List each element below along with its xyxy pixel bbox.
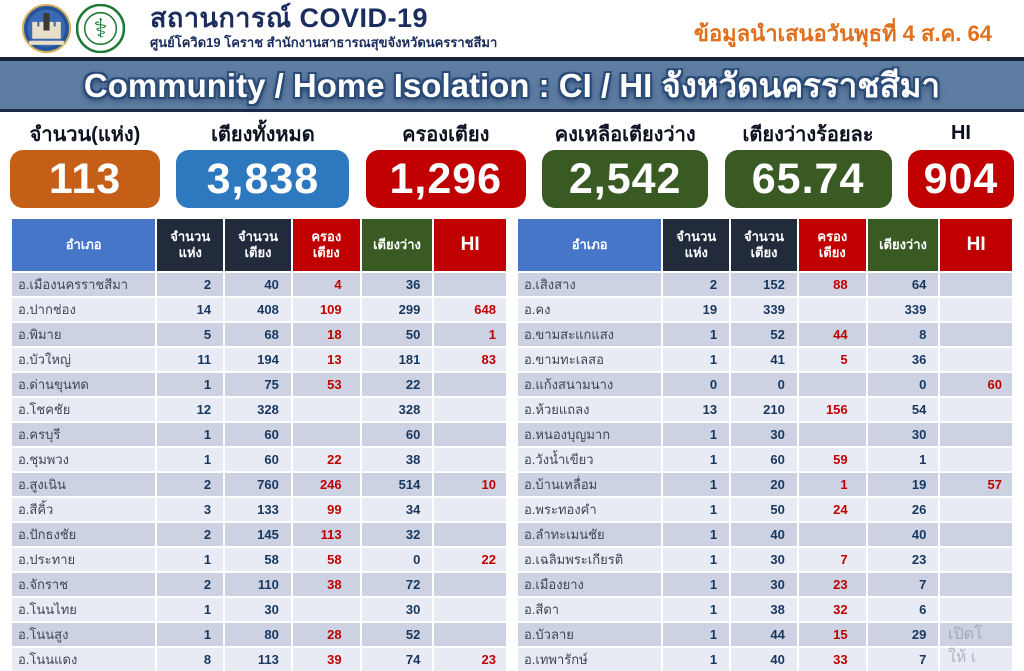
district-cell: อ.ประทาย [12, 548, 155, 571]
section-banner [0, 57, 1024, 112]
value-cell: 22 [293, 448, 360, 471]
value-cell: 113 [293, 523, 360, 546]
provincial-seal-logo [22, 4, 71, 53]
table-header-row [518, 219, 1012, 271]
value-cell: 1 [663, 573, 729, 596]
value-cell: 12 [157, 398, 223, 421]
value-cell: 8 [157, 648, 223, 671]
value-cell: 1 [663, 548, 729, 571]
value-cell [799, 373, 866, 396]
stat-total-sites [10, 117, 160, 215]
value-cell: 339 [868, 298, 939, 321]
value-cell [434, 273, 506, 296]
value-cell: 299 [362, 298, 433, 321]
value-cell: 36 [362, 273, 433, 296]
column-header-sites: จำนวน แห่ง [157, 219, 223, 271]
value-cell: 22 [434, 548, 506, 571]
value-cell [434, 598, 506, 621]
stat-label: HI [950, 122, 971, 144]
value-cell: 26 [868, 498, 939, 521]
column-header-district: อำเภอ [12, 219, 155, 271]
value-cell [940, 498, 1012, 521]
value-cell: 408 [225, 298, 291, 321]
value-cell: 1 [663, 423, 729, 446]
value-cell: 210 [731, 398, 797, 421]
value-cell: 2 [157, 523, 223, 546]
table-row [12, 623, 506, 646]
value-cell: 2 [157, 573, 223, 596]
value-cell: 648 [434, 298, 506, 321]
value-cell: 60 [731, 448, 797, 471]
stat-value-chip: 3,838 [176, 150, 349, 208]
table-row [12, 473, 506, 496]
stat-occupied-beds [366, 117, 526, 215]
table-row [12, 548, 506, 571]
value-cell: 30 [868, 423, 939, 446]
value-cell [434, 623, 506, 646]
stat-label: เตียงทั้งหมด [211, 123, 315, 146]
value-cell: 99 [293, 498, 360, 521]
value-cell: 1 [663, 473, 729, 496]
value-cell: 20 [731, 473, 797, 496]
value-cell: 75 [225, 373, 291, 396]
value-cell: 18 [293, 323, 360, 346]
table-row [12, 573, 506, 596]
value-cell: 760 [225, 473, 291, 496]
district-cell: อ.พระทองคำ [518, 498, 661, 521]
value-cell: 1 [434, 323, 506, 346]
value-cell: 113 [225, 648, 291, 671]
table-row [12, 448, 506, 471]
column-header-occupied: ครอง เตียง [293, 219, 360, 271]
value-cell: 23 [799, 573, 866, 596]
value-cell [293, 598, 360, 621]
stat-value-chip: 1,296 [366, 150, 526, 208]
value-cell: 36 [868, 348, 939, 371]
table-row [12, 323, 506, 346]
table-row [518, 548, 1012, 571]
column-header-occupied: ครอง เตียง [799, 219, 866, 271]
district-cell: อ.พิมาย [12, 323, 155, 346]
value-cell: 52 [362, 623, 433, 646]
value-cell: 72 [362, 573, 433, 596]
table-row [12, 423, 506, 446]
table-row [518, 373, 1012, 396]
table-row [518, 348, 1012, 371]
table-row [518, 273, 1012, 296]
value-cell: 1 [157, 373, 223, 396]
watermark-line: ให้ เ [948, 649, 977, 666]
district-cell: อ.แก้งสนามนาง [518, 373, 661, 396]
table-row [518, 523, 1012, 546]
banner-title: Community / Home Isolation : CI / HI จังหวัดนครราชสีมา [83, 66, 941, 104]
value-cell [434, 498, 506, 521]
value-cell: 64 [868, 273, 939, 296]
stat-value-chip: 2,542 [542, 150, 708, 208]
table-row [518, 648, 1012, 671]
district-cell: อ.โชคชัย [12, 398, 155, 421]
value-cell: 1 [157, 623, 223, 646]
value-cell: 40 [731, 648, 797, 671]
district-table-left [12, 219, 506, 671]
value-cell [434, 373, 506, 396]
value-cell: 3 [157, 498, 223, 521]
column-header-vacant: เตียงว่าง [868, 219, 939, 271]
stat-label: เตียงว่างร้อยละ [742, 123, 874, 146]
value-cell: 1 [157, 598, 223, 621]
value-cell [434, 523, 506, 546]
value-cell: 2 [663, 273, 729, 296]
table-row [12, 648, 506, 671]
title-block [150, 3, 497, 52]
stat-value-chip: 904 [908, 150, 1014, 208]
value-cell: 339 [731, 298, 797, 321]
district-table-right [518, 219, 1012, 671]
value-cell: 60 [362, 423, 433, 446]
value-cell: 1 [157, 448, 223, 471]
district-cell: อ.เสิงสาง [518, 273, 661, 296]
table-row [518, 623, 1012, 646]
value-cell: 2 [157, 273, 223, 296]
value-cell [940, 298, 1012, 321]
stat-vacant-percent [725, 117, 892, 215]
value-cell: 145 [225, 523, 291, 546]
district-cell: อ.เมืองยาง [518, 573, 661, 596]
table-row [12, 348, 506, 371]
value-cell [940, 323, 1012, 346]
value-cell: 1 [663, 648, 729, 671]
value-cell: 24 [799, 498, 866, 521]
district-cell: อ.เฉลิมพระเกียรติ [518, 548, 661, 571]
column-header-hi: HI [940, 219, 1012, 271]
watermark-text [948, 623, 1024, 669]
value-cell: 40 [731, 523, 797, 546]
district-cell: อ.สูงเนิน [12, 473, 155, 496]
value-cell: 7 [868, 648, 939, 671]
value-cell: 50 [362, 323, 433, 346]
value-cell: 52 [731, 323, 797, 346]
value-cell: 34 [362, 498, 433, 521]
table-row [12, 398, 506, 421]
table-row [518, 298, 1012, 321]
value-cell [293, 423, 360, 446]
table-row [12, 273, 506, 296]
value-cell: 1 [663, 598, 729, 621]
value-cell: 74 [362, 648, 433, 671]
stat-label: จำนวน(แห่ง) [29, 123, 141, 146]
value-cell [799, 423, 866, 446]
table-row [12, 373, 506, 396]
value-cell [940, 548, 1012, 571]
district-cell: อ.ชุมพวง [12, 448, 155, 471]
value-cell: 8 [868, 323, 939, 346]
value-cell: 11 [157, 348, 223, 371]
value-cell: 44 [799, 323, 866, 346]
table-row [12, 298, 506, 321]
district-cell: อ.บ้านเหลื่อม [518, 473, 661, 496]
page-subtitle: ศูนย์โควิด19 โคราช สำนักงานสาธารณสุขจังหวัดนครราชสีมา [150, 35, 498, 50]
value-cell: 19 [663, 298, 729, 321]
value-cell [293, 398, 360, 421]
value-cell: 4 [293, 273, 360, 296]
district-cell: อ.เทพารักษ์ [518, 648, 661, 671]
value-cell: 19 [868, 473, 939, 496]
value-cell [940, 348, 1012, 371]
district-cell: อ.ปักธงชัย [12, 523, 155, 546]
value-cell: 60 [940, 373, 1012, 396]
stat-label: ครองเตียง [402, 123, 490, 146]
value-cell: 23 [868, 548, 939, 571]
value-cell [434, 573, 506, 596]
value-cell: 13 [663, 398, 729, 421]
summary-stats [0, 112, 1024, 215]
value-cell: 0 [868, 373, 939, 396]
value-cell: 133 [225, 498, 291, 521]
value-cell: 15 [799, 623, 866, 646]
table-row [12, 498, 506, 521]
table-row [518, 473, 1012, 496]
value-cell: 60 [225, 423, 291, 446]
column-header-vacant: เตียงว่าง [362, 219, 433, 271]
public-health-ministry-logo [76, 4, 125, 53]
report-date: ข้อมูลนำเสนอวันพุธที่ 4 ส.ค. 64 [693, 21, 992, 46]
value-cell [799, 298, 866, 321]
table-row [518, 573, 1012, 596]
value-cell: 54 [868, 398, 939, 421]
column-header-beds: จำนวน เตียง [731, 219, 797, 271]
table-header-row [12, 219, 506, 271]
value-cell: 29 [868, 623, 939, 646]
table-row [518, 598, 1012, 621]
value-cell: 328 [225, 398, 291, 421]
value-cell: 39 [293, 648, 360, 671]
value-cell: 1 [868, 448, 939, 471]
value-cell: 22 [362, 373, 433, 396]
value-cell: 5 [799, 348, 866, 371]
table-row [518, 498, 1012, 521]
value-cell: 58 [225, 548, 291, 571]
value-cell: 33 [799, 648, 866, 671]
value-cell: 32 [799, 598, 866, 621]
value-cell: 28 [293, 623, 360, 646]
value-cell: 41 [731, 348, 797, 371]
value-cell [940, 573, 1012, 596]
district-cell: อ.สีดา [518, 598, 661, 621]
value-cell: 328 [362, 398, 433, 421]
district-cell: อ.โนนสูง [12, 623, 155, 646]
value-cell: 10 [434, 473, 506, 496]
table-row [12, 523, 506, 546]
value-cell: 30 [362, 598, 433, 621]
district-cell: อ.คง [518, 298, 661, 321]
value-cell: 156 [799, 398, 866, 421]
value-cell: 57 [940, 473, 1012, 496]
value-cell [940, 273, 1012, 296]
value-cell: 514 [362, 473, 433, 496]
table-row [518, 448, 1012, 471]
district-tables [0, 215, 1024, 671]
value-cell: 23 [434, 648, 506, 671]
value-cell [434, 423, 506, 446]
value-cell: 1 [157, 548, 223, 571]
value-cell: 58 [293, 548, 360, 571]
district-cell: อ.ปากช่อง [12, 298, 155, 321]
value-cell: 246 [293, 473, 360, 496]
value-cell [940, 423, 1012, 446]
value-cell [940, 448, 1012, 471]
value-cell: 68 [225, 323, 291, 346]
page-title: สถานการณ์ COVID-19 [150, 3, 429, 33]
value-cell: 0 [731, 373, 797, 396]
value-cell: 152 [731, 273, 797, 296]
column-header-hi: HI [434, 219, 506, 271]
stat-value-chip: 65.74 [725, 150, 892, 208]
value-cell: 0 [362, 548, 433, 571]
value-cell: 88 [799, 273, 866, 296]
value-cell: 13 [293, 348, 360, 371]
value-cell: 1 [799, 473, 866, 496]
stat-vacant-beds [542, 117, 708, 215]
value-cell: 5 [157, 323, 223, 346]
value-cell [940, 523, 1012, 546]
value-cell: 1 [157, 423, 223, 446]
value-cell: 30 [731, 423, 797, 446]
table-row [518, 323, 1012, 346]
column-header-district: อำเภอ [518, 219, 661, 271]
stat-home-isolation [908, 117, 1014, 215]
value-cell: 181 [362, 348, 433, 371]
value-cell [434, 448, 506, 471]
district-cell: อ.บัวใหญ่ [12, 348, 155, 371]
value-cell: 32 [362, 523, 433, 546]
page-header [0, 0, 1024, 57]
value-cell [940, 598, 1012, 621]
value-cell: 40 [868, 523, 939, 546]
value-cell: 80 [225, 623, 291, 646]
value-cell: 6 [868, 598, 939, 621]
district-cell: อ.ด่านขุนทด [12, 373, 155, 396]
table-row [518, 398, 1012, 421]
svg-text:⚕: ⚕ [93, 13, 108, 44]
district-cell: อ.สีคิ้ว [12, 498, 155, 521]
value-cell: 30 [731, 548, 797, 571]
district-cell: อ.ขามทะเลสอ [518, 348, 661, 371]
value-cell: 1 [663, 523, 729, 546]
value-cell: 1 [663, 448, 729, 471]
column-header-beds: จำนวน เตียง [225, 219, 291, 271]
value-cell: 83 [434, 348, 506, 371]
stat-total-beds [176, 117, 349, 215]
value-cell [434, 398, 506, 421]
district-cell: อ.โนนไทย [12, 598, 155, 621]
value-cell: 0 [663, 373, 729, 396]
value-cell: 50 [731, 498, 797, 521]
district-cell: อ.ลำทะเมนชัย [518, 523, 661, 546]
value-cell: 109 [293, 298, 360, 321]
column-header-sites: จำนวน แห่ง [663, 219, 729, 271]
district-cell: อ.บัวลาย [518, 623, 661, 646]
value-cell: 30 [225, 598, 291, 621]
value-cell: 2 [157, 473, 223, 496]
value-cell [799, 523, 866, 546]
watermark-line: เปิดโ [948, 626, 983, 643]
value-cell: 1 [663, 623, 729, 646]
value-cell: 7 [799, 548, 866, 571]
value-cell: 60 [225, 448, 291, 471]
district-cell: อ.โนนแดง [12, 648, 155, 671]
value-cell: 1 [663, 498, 729, 521]
stat-value-chip: 113 [10, 150, 160, 208]
value-cell: 194 [225, 348, 291, 371]
district-cell: อ.ขามสะแกแสง [518, 323, 661, 346]
table-row [518, 423, 1012, 446]
value-cell: 110 [225, 573, 291, 596]
district-cell: อ.หนองบุญมาก [518, 423, 661, 446]
value-cell: 44 [731, 623, 797, 646]
value-cell: 1 [663, 323, 729, 346]
district-cell: อ.จักราช [12, 573, 155, 596]
value-cell: 40 [225, 273, 291, 296]
stat-label: คงเหลือเตียงว่าง [554, 123, 696, 146]
value-cell: 38 [293, 573, 360, 596]
value-cell: 38 [731, 598, 797, 621]
value-cell: 1 [663, 348, 729, 371]
value-cell: 30 [731, 573, 797, 596]
district-cell: อ.ห้วยแถลง [518, 398, 661, 421]
table-row [12, 598, 506, 621]
district-cell: อ.ครบุรี [12, 423, 155, 446]
value-cell: 38 [362, 448, 433, 471]
value-cell: 7 [868, 573, 939, 596]
value-cell: 53 [293, 373, 360, 396]
value-cell [940, 398, 1012, 421]
district-cell: อ.วังน้ำเขียว [518, 448, 661, 471]
value-cell: 14 [157, 298, 223, 321]
district-cell: อ.เมืองนครราชสีมา [12, 273, 155, 296]
value-cell: 59 [799, 448, 866, 471]
